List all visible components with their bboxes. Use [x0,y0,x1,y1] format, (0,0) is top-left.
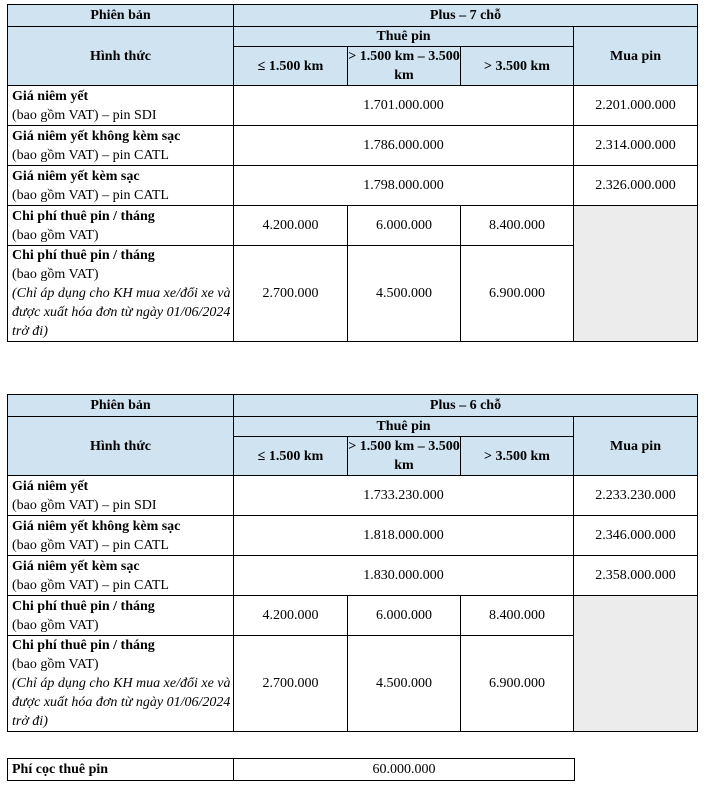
rent-price: 1.786.000.000 [234,126,574,166]
km-col-3: > 3.500 km [461,437,574,476]
buy-label: Mua pin [574,417,698,476]
row-sub: (bao gồm VAT) [12,657,99,672]
buy-price: 2.346.000.000 [574,516,698,556]
km-col-2: > 1.500 km – 3.500 km [348,47,461,86]
row-sub: (bao gồm VAT) – pin CATL [12,187,169,203]
rent-price: 1.830.000.000 [234,556,574,596]
km-col-1: ≤ 1.500 km [234,47,348,86]
row-sub: (bao gồm VAT) – pin SDI [12,107,157,123]
table-row [8,166,698,206]
rent-price: 1.818.000.000 [234,516,574,556]
row-sub: (bao gồm VAT) – pin CATL [12,147,169,163]
row-title: Giá niêm yết [12,88,89,104]
monthly-fee-1: 4.200.000 [234,206,348,246]
km-col-2: > 1.500 km – 3.500 km [348,437,461,476]
deposit-table [7,758,575,781]
row-sub: (bao gồm VAT) – pin CATL [12,577,169,593]
table-row [8,476,698,516]
empty-cell [574,206,698,342]
row-title: Chi phí thuê pin / tháng [12,598,155,614]
rent-price: 1.798.000.000 [234,166,574,206]
rent-label: Thuê pin [234,27,574,47]
row-sub: (bao gồm VAT) – pin SDI [12,497,157,513]
row-title: Giá niêm yết [12,478,89,494]
table-row [8,596,698,636]
row-sub: (bao gồm VAT) [12,227,99,243]
empty-cell [574,596,698,732]
promo-fee-1: 2.700.000 [234,636,348,732]
promo-fee-2: 4.500.000 [348,246,461,342]
buy-price: 2.201.000.000 [574,86,698,126]
row-title: Chi phí thuê pin / tháng [12,638,155,653]
table-row [8,126,698,166]
table-row [8,556,698,596]
deposit-value: 60.000.000 [234,759,575,781]
row-note: (Chỉ áp dụng cho KH mua xe/đổi xe và được xuất hóa đơn từ ngày 01/06/2024 trở đi) [12,676,231,729]
row-title: Chi phí thuê pin / tháng [12,208,155,224]
row-title: Giá niêm yết không kèm sạc [12,518,181,534]
row-title: Giá niêm yết kèm sạc [12,558,140,574]
version-label: Phiên bản [8,5,234,27]
form-label: Hình thức [8,27,234,86]
price-table-6-seat [7,394,698,732]
table-row [8,206,698,246]
promo-fee-3: 6.900.000 [461,636,574,732]
row-title: Giá niêm yết kèm sạc [12,168,140,184]
buy-price: 2.326.000.000 [574,166,698,206]
monthly-fee-1: 4.200.000 [234,596,348,636]
promo-fee-1: 2.700.000 [234,246,348,342]
rent-price: 1.701.000.000 [234,86,574,126]
row-sub: (bao gồm VAT) [12,617,99,633]
deposit-label: Phí cọc thuê pin [8,759,234,781]
rent-price: 1.733.230.000 [234,476,574,516]
buy-price: 2.358.000.000 [574,556,698,596]
buy-label: Mua pin [574,27,698,86]
form-label: Hình thức [8,417,234,476]
row-sub: (bao gồm VAT) – pin CATL [12,537,169,553]
promo-fee-3: 6.900.000 [461,246,574,342]
km-col-1: ≤ 1.500 km [234,437,348,476]
row-title: Chi phí thuê pin / tháng [12,248,155,263]
row-title: Giá niêm yết không kèm sạc [12,128,181,144]
monthly-fee-2: 6.000.000 [348,206,461,246]
row-sub: (bao gồm VAT) [12,267,99,282]
version-label: Phiên bản [8,395,234,417]
buy-price: 2.233.230.000 [574,476,698,516]
buy-price: 2.314.000.000 [574,126,698,166]
promo-fee-2: 4.500.000 [348,636,461,732]
monthly-fee-3: 8.400.000 [461,596,574,636]
monthly-fee-3: 8.400.000 [461,206,574,246]
row-note: (Chỉ áp dụng cho KH mua xe/đổi xe và được xuất hóa đơn từ ngày 01/06/2024 trở đi) [12,286,231,339]
rent-label: Thuê pin [234,417,574,437]
table-row [8,516,698,556]
km-col-3: > 3.500 km [461,47,574,86]
table-row [8,86,698,126]
version-value: Plus – 7 chỗ [234,5,698,27]
monthly-fee-2: 6.000.000 [348,596,461,636]
version-value: Plus – 6 chỗ [234,395,698,417]
price-table-7-seat [7,4,698,342]
